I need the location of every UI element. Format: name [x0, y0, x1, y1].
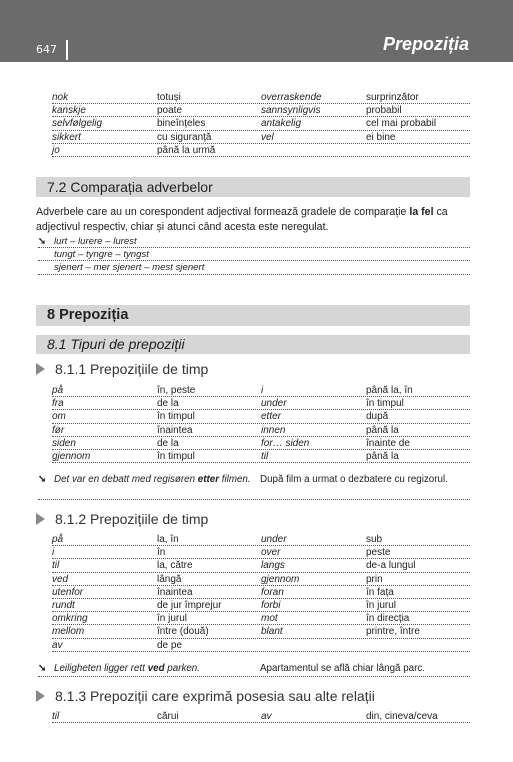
- norwegian-cell: innen: [261, 424, 286, 436]
- romanian-cell: în direcția: [366, 613, 410, 625]
- norwegian-cell: mot: [261, 613, 278, 625]
- arrow-icon: ➘: [38, 663, 47, 674]
- comparison-examples: [38, 235, 470, 275]
- section-8-1-heading: 8.1 Tipuri de prepoziții: [36, 335, 470, 354]
- table-row: [52, 410, 470, 423]
- romanian-cell: în: [157, 547, 166, 559]
- norwegian-cell: til: [261, 450, 269, 462]
- arrow-icon: ➘: [38, 236, 47, 247]
- possession-prepositions-table: [52, 710, 470, 723]
- norwegian-cell: forbi: [261, 599, 281, 611]
- arrow-icon: ➘: [38, 474, 47, 485]
- table-row: [52, 384, 470, 397]
- romanian-cell: de-a lungul: [366, 560, 416, 572]
- norwegian-cell: antakelig: [261, 118, 302, 130]
- table-row: [52, 397, 470, 410]
- norwegian-cell: for… siden: [261, 437, 310, 449]
- romanian-cell: printre, între: [366, 626, 420, 638]
- example-romanian: După film a urmat o dezbatere cu regizorul.: [260, 474, 448, 485]
- example-sentence-811: [38, 474, 470, 500]
- romanian-cell: până la: [366, 424, 399, 436]
- norwegian-cell: til: [52, 560, 60, 572]
- romanian-cell: ei bine: [366, 131, 396, 143]
- romanian-cell: poate: [157, 105, 183, 117]
- norwegian-cell: i: [52, 547, 55, 559]
- table-row: [52, 437, 470, 450]
- header-divider: [66, 40, 68, 60]
- table-row: [52, 639, 470, 652]
- romanian-cell: înaintea: [157, 424, 193, 436]
- example-sentence-812: [38, 663, 470, 677]
- norwegian-cell: nok: [52, 92, 69, 103]
- romanian-cell: în fața: [366, 586, 394, 598]
- romanian-cell: înaintea: [157, 586, 193, 598]
- section-8-heading: 8 Prepoziția: [36, 305, 470, 326]
- norwegian-cell: sikkert: [52, 131, 81, 143]
- romanian-cell: la, în: [157, 534, 179, 545]
- romanian-cell: în timpul: [366, 398, 404, 410]
- norwegian-cell: fra: [52, 398, 64, 410]
- romanian-cell: peste: [366, 547, 391, 559]
- romanian-cell: totuși: [157, 92, 181, 103]
- norwegian-cell: over: [261, 547, 281, 559]
- table-row: [52, 599, 470, 612]
- romanian-cell: cel mai probabil: [366, 118, 437, 130]
- page-number: 647: [36, 43, 57, 56]
- romanian-cell: cu siguranță: [157, 131, 212, 143]
- norwegian-cell: langs: [261, 560, 285, 572]
- norwegian-cell: foran: [261, 586, 284, 598]
- norwegian-cell: [261, 639, 366, 651]
- norwegian-cell: til: [52, 711, 60, 722]
- example-norwegian: ➘ Leiligheten ligger rett ved parken.: [38, 663, 200, 674]
- romanian-cell: până la urmă: [157, 144, 216, 156]
- adverb-table: [52, 91, 470, 157]
- romanian-cell: de pe: [157, 639, 183, 651]
- table-row: [52, 586, 470, 599]
- chapter-title: Prepoziția: [382, 34, 469, 54]
- norwegian-cell: jo: [52, 144, 60, 156]
- norwegian-cell: under: [261, 534, 287, 545]
- romanian-cell: surprinzător: [366, 92, 419, 103]
- norwegian-cell: etter: [261, 411, 282, 423]
- romanian-cell: până la, în: [366, 385, 413, 396]
- romanian-cell: în timpul: [157, 450, 195, 462]
- romanian-cell: din, cineva/ceva: [366, 711, 438, 722]
- norwegian-cell: selvfølgelig: [52, 118, 103, 130]
- norwegian-cell: kanskje: [52, 105, 86, 117]
- list-item: sjenert – mer sjenert – mest sjenert: [38, 261, 470, 274]
- romanian-cell: de la: [157, 398, 179, 410]
- romanian-cell: până la: [366, 450, 399, 462]
- romanian-cell: probabil: [366, 105, 402, 117]
- table-row: [52, 144, 470, 157]
- norwegian-cell: på: [52, 534, 64, 545]
- section-7-2-heading: 7.2 Comparația adverbelor: [36, 177, 470, 197]
- table-row: [52, 131, 470, 144]
- triangle-bullet-icon: [36, 363, 45, 375]
- table-row: [52, 450, 470, 463]
- romanian-cell: sub: [366, 534, 383, 545]
- norwegian-cell: før: [52, 424, 65, 436]
- romanian-cell: [366, 144, 470, 156]
- norwegian-cell: av: [52, 639, 63, 651]
- norwegian-cell: i: [261, 385, 264, 396]
- table-row: [52, 559, 470, 572]
- romanian-cell: cărui: [157, 711, 179, 722]
- triangle-bullet-icon: [36, 690, 45, 702]
- romanian-cell: după: [366, 411, 389, 423]
- table-row: [52, 424, 470, 437]
- norwegian-cell: ved: [52, 573, 69, 585]
- romanian-cell: în jurul: [157, 613, 188, 625]
- norwegian-cell: på: [52, 385, 64, 396]
- section-8-1-1-heading: 8.1.1 Prepozițiile de timp: [36, 361, 208, 377]
- romanian-cell: între (două): [157, 626, 209, 638]
- section-7-2-paragraph: Adverbele care au un corespondent adjectival formează gradele de comparație la fel ca adjectivul respectiv, chiar și atunci când acesta este neregulat.: [36, 206, 448, 233]
- table-row: [52, 117, 470, 130]
- table-row: [52, 91, 470, 104]
- table-row: [52, 625, 470, 638]
- romanian-cell: [366, 639, 470, 651]
- norwegian-cell: utenfor: [52, 586, 84, 598]
- example-norwegian: ➘ Det var en debatt med regisøren etter filmen.: [38, 474, 251, 485]
- norwegian-cell: [261, 144, 366, 156]
- norwegian-cell: rundt: [52, 599, 75, 611]
- norwegian-cell: mellom: [52, 626, 85, 638]
- table-row: [52, 546, 470, 559]
- table-row: [52, 710, 470, 723]
- norwegian-cell: gjennom: [261, 573, 300, 585]
- norwegian-cell: vel: [261, 131, 274, 143]
- list-item: tungt – tyngre – tyngst: [38, 248, 470, 261]
- list-item: ➘ lurt – lurere – lurest: [38, 235, 470, 248]
- table-row: [52, 573, 470, 586]
- page-header: [0, 0, 513, 62]
- norwegian-cell: blant: [261, 626, 283, 638]
- romanian-cell: lângă: [157, 573, 182, 585]
- romanian-cell: la, către: [157, 560, 193, 572]
- norwegian-cell: overraskende: [261, 92, 322, 103]
- table-row: [52, 104, 470, 117]
- triangle-bullet-icon: [36, 513, 45, 525]
- norwegian-cell: sannsynligvis: [261, 105, 321, 117]
- place-prepositions-table: [52, 533, 470, 652]
- romanian-cell: bineînțeles: [157, 118, 206, 130]
- norwegian-cell: siden: [52, 437, 76, 449]
- section-8-1-3-heading: 8.1.3 Prepoziții care exprimă posesia sau alte relații: [36, 688, 375, 704]
- time-prepositions-table: [52, 384, 470, 463]
- table-row: [52, 533, 470, 546]
- romanian-cell: înainte de: [366, 437, 410, 449]
- norwegian-cell: under: [261, 398, 287, 410]
- table-row: [52, 612, 470, 625]
- example-romanian: Apartamentul se află chiar lângă parc.: [260, 663, 426, 674]
- norwegian-cell: omkring: [52, 613, 88, 625]
- romanian-cell: în jurul: [366, 599, 397, 611]
- romanian-cell: în, peste: [157, 385, 196, 396]
- romanian-cell: de la: [157, 437, 179, 449]
- norwegian-cell: om: [52, 411, 66, 423]
- norwegian-cell: gjennom: [52, 450, 91, 462]
- section-8-1-2-heading: 8.1.2 Prepozițiile de timp: [36, 511, 208, 527]
- norwegian-cell: av: [261, 711, 272, 722]
- romanian-cell: de jur împrejur: [157, 599, 222, 611]
- romanian-cell: în timpul: [157, 411, 195, 423]
- romanian-cell: prin: [366, 573, 383, 585]
